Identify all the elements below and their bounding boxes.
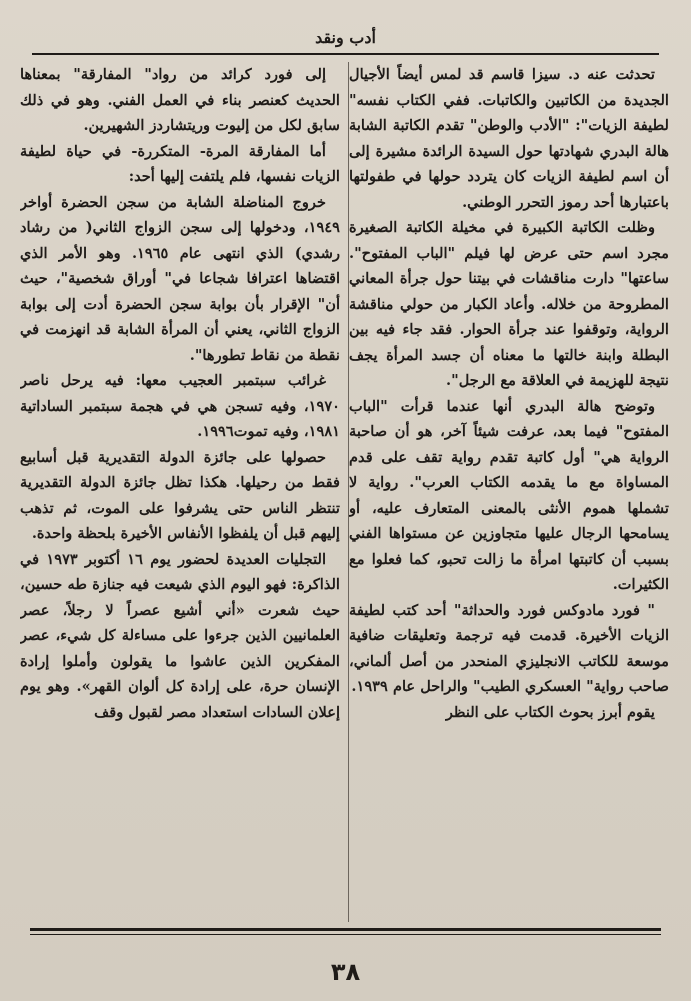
footer-rule — [30, 928, 661, 931]
section-title: أدب ونقد — [315, 28, 376, 47]
left-column — [20, 62, 340, 922]
paragraph: وتوضح هالة البدري أنها عندما قرأت "الباب المفتوح" فيما بعد، عرفت شيئاً آخر، هو أن صاحبة الرواية هي" أول كاتبة تقدم رواية تقف على قدم المساواة مع ما يقدمه الكتاب العرب". رواية لا تشملها هموم الأنثى بالمعنى المتعارف عليه، أو يسامحها الرجال عليها متجاوزين عن مستواها الفني بسبب أن كاتبتها امرأة ما زالت تحبو، كما فعلوا مع الكثيرات. — [349, 397, 669, 593]
page-number: ٣٨ — [330, 958, 361, 986]
paragraph: خروج المناضلة الشابة من سجن الحضرة أواخر ١٩٤٩، ودخولها إلى سجن الزواج الثاني( من رشاد رشدي) الذي انتهى عام ١٩٦٥. وهو الأمر الذي اقتضاها اعترافا شجاعا في" أوراق شخصية"، حيث أن" الإقرار بأن بوابة سجن الحضرة أدت إلى بوابة الزواج الثاني، يعني أن المرأة الشابة قد انهزمت في نقطة من نقاط تطورها". — [20, 193, 340, 364]
paragraph: التجليات العديدة لحضور يوم ١٦ أكتوبر ١٩٧٣ في الذاكرة: فهو اليوم الذي شيعت فيه جنازة طه حسين، حيث شعرت «أني أشيع عصراً لا رجلاً، عصر العلمانيين الذين جرءوا على مساءلة كل شيء، عصر المفكرين الذين عاشوا ما يقولون وأملوا إرادة الإنسان حرة، على إرادة كل ألوان القهر». وهو يوم إعلان السادات استعداد مصر لقبول وقف — [20, 550, 340, 721]
column-divider — [348, 62, 349, 922]
paragraph: غرائب سبتمبر العجيب معها: فيه يرحل ناصر ١٩٧٠، وفيه تسجن هي في هجمة سبتمبر الساداتية ١٩٨١، وفيه تموت١٩٩٦. — [20, 372, 340, 440]
footer-rule-thin — [30, 934, 661, 935]
paragraph: يقوم أبرز بحوث الكتاب على النظر — [445, 703, 655, 721]
right-column — [349, 62, 669, 922]
paragraph: حصولها على جائزة الدولة التقديرية قبل أسابيع فقط من رحيلها. هكذا تظل جائزة الدولة التقديرية تنتظر الناس حتى يشرفوا على الموت، ثم تذهب إليهم قبل أن يلفظوا الأنفاس الأخيرة بلحظة واحدة. — [20, 448, 340, 542]
paragraph: " فورد مادوكس فورد والحداثة" أحد كتب لطيفة الزيات الأخيرة. قدمت فيه ترجمة وتعليقات ضافية موسعة للكاتب الانجليزي المنحدر من أصل ألماني، صاحب رواية" العسكري الطيب" والراحل عام ١٩٣٩. — [349, 601, 669, 695]
header-rule — [32, 53, 659, 55]
paragraph: إلى فورد كرائد من رواد" المفارقة" بمعناها الحديث كعنصر بناء في العمل الفني. وهو في ذلك سابق لكل من إليوت وريتشاردز الشهيرين. — [20, 66, 340, 134]
paragraph: تحدثت عنه د. سيزا قاسم قد لمس أيضاً الأجيال الجديدة من الكاتبين والكاتبات. ففي الكتاب نفسه" لطيفة الزيات": "الأدب والوطن" تقدم الكاتبة الشابة هالة البدري شهادتها حول السيدة الرائدة مشيرة إلى أن اسم لطيفة الزيات كان يتردد حولها في طفولتها باعتبارها أحد رموز التحرر الوطني. — [349, 66, 669, 211]
paragraph: أما المفارقة المرة- المتكررة- في حياة لطيفة الزيات نفسها، فلم يلتفت إليها أحد: — [20, 142, 340, 185]
paragraph: وظلت الكاتبة الكبيرة في مخيلة الكاتبة الصغيرة مجرد اسم حتى عرض لها فيلم "الباب المفتوح". ساعتها" دارت مناقشات في بيتنا حول جرأة المعاني المطروحة من خلاله. وأعاد الكبار من حولي مناقشة الرواية، وتوقفوا عند جرأة الحوار. فقد جاء فيه بين البطلة وابنة خالتها ما معناه أن جسد المرأة يجف نتيجة للهزيمة في العلاقة مع الرجل". — [349, 219, 669, 389]
